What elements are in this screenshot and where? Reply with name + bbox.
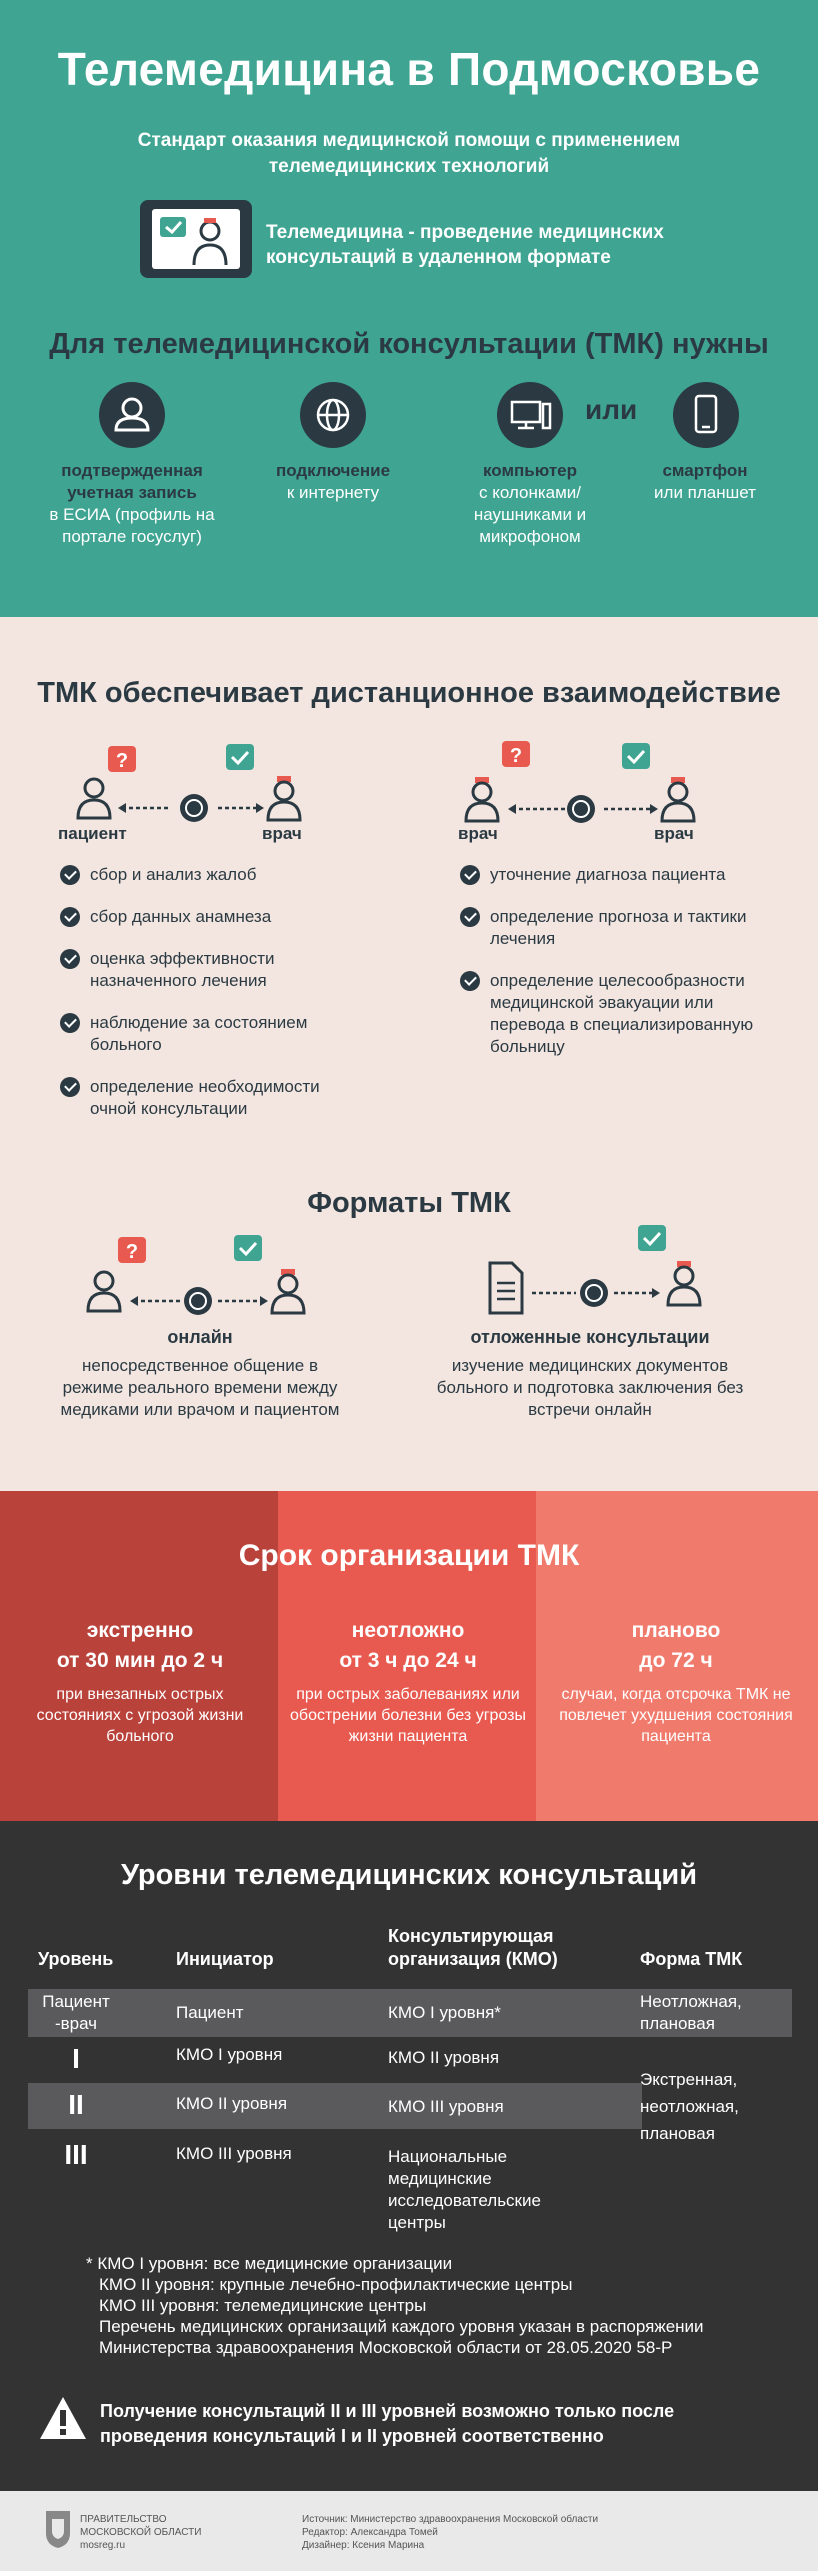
level-cell: II: [68, 2089, 84, 2120]
check-icon: [460, 865, 480, 885]
computer-icon: [497, 382, 563, 448]
svg-text:?: ?: [115, 750, 129, 772]
list-item: сбор данных анамнеза: [60, 906, 360, 928]
levels-footnotes: [86, 2253, 786, 2358]
timing-semi-urgent: [288, 1616, 528, 1747]
requirement-internet-text: к интернету: [286, 483, 380, 502]
footnote: * КМО I уровня: все медицинские организации: [86, 2254, 453, 2273]
warning-icon: [38, 2395, 88, 2441]
credits: [302, 2513, 598, 2552]
requirement-computer-title: компьютер: [483, 461, 577, 480]
requirement-computer: [440, 460, 620, 548]
initiator-cell: КМО II уровня: [176, 2094, 288, 2113]
timing-title: Срок организации ТМК: [238, 1539, 580, 1572]
requirement-internet-title: подключение: [275, 461, 391, 480]
format-online-label: онлайн: [167, 1327, 233, 1347]
list-item: определение необходимости очной консультации: [60, 1076, 360, 1120]
credit-editor: Редактор: Александра Томей: [302, 2527, 438, 2538]
timing-semi-urgent-range: от 3 ч до 24 ч: [339, 1649, 477, 1672]
page-title: Телемедицина в Подмосковье: [57, 43, 761, 95]
kmo-cell: КМО II уровня: [388, 2048, 500, 2067]
check-icon: [60, 865, 80, 885]
col-header-form: Форма ТМК: [640, 1949, 743, 1969]
requirement-smartphone-title: смартфон: [662, 461, 748, 480]
initiator-cell: КМО I уровня: [176, 2045, 283, 2064]
format-online-desc: непосредственное общение в режиме реального времени между медиками или врачом и пациентом: [60, 1356, 340, 1419]
check-icon: [60, 949, 80, 969]
credit-designer: Дизайнер: Ксения Марина: [302, 2540, 425, 2551]
list-item: определение прогноза и тактики лечения: [460, 906, 780, 950]
level-cell: I: [72, 2043, 80, 2074]
or-label: или: [585, 394, 638, 425]
form-cell: Неотложная, плановая: [640, 1992, 742, 2033]
government-logo-text: [80, 2513, 201, 2552]
list-item: оценка эффективности назначенного лечения: [60, 948, 360, 992]
kmo-cell: КМО I уровня*: [388, 2003, 501, 2022]
kmo-cell: КМО III уровня: [388, 2097, 504, 2116]
role-doctor: врач: [262, 824, 302, 843]
timing-urgent-desc: при внезапных острых состояниях с угрозой жизни больного: [36, 1686, 244, 1745]
svg-text:?: ?: [509, 745, 523, 767]
check-icon: [60, 1013, 80, 1033]
table-row: [28, 2083, 642, 2129]
format-deferred-desc: изучение медицинских документов больного и подготовка заключения без встречи онлайн: [436, 1356, 744, 1419]
level-cell: III: [64, 2139, 88, 2170]
footnote: КМО III уровня: телемедицинские центры: [99, 2296, 427, 2315]
levels-section: [0, 1821, 818, 2491]
requirement-smartphone: [630, 460, 780, 504]
role-patient: пациент: [58, 824, 127, 843]
formats-title: Форматы ТМК: [307, 1187, 511, 1219]
globe-icon: [300, 382, 366, 448]
timing-planned: [556, 1616, 796, 1747]
gov-line: ПРАВИТЕЛЬСТВО: [80, 2514, 167, 2525]
levels-title: Уровни телемедицинских консультаций: [120, 1859, 698, 1891]
list-item: определение целесообразности медицинской эвакуации или перевода в специализированную больницу: [460, 970, 780, 1058]
smartphone-icon: [673, 382, 739, 448]
timing-urgent-range: от 30 мин до 2 ч: [56, 1649, 224, 1672]
online-format-diagram: [82, 1231, 312, 1326]
col-header-initiator: Инициатор: [176, 1949, 274, 1969]
list-item: наблюдение за состоянием больного: [60, 1012, 360, 1056]
user-icon: [99, 382, 165, 448]
requirement-smartphone-text: или планшет: [654, 483, 756, 502]
tablet-consultation-icon: [140, 200, 252, 278]
initiator-cell: Пациент: [176, 2003, 244, 2022]
warning-text: Получение консультаций II и III уровней возможно только после проведения консультаций I и II уровней соответственно: [100, 2401, 675, 2446]
col-header-kmo: Консультирующая организация (КМО): [388, 1926, 558, 1969]
check-icon: [60, 907, 80, 927]
credit-source: Источник: Министерство здравоохранения Московской области: [302, 2514, 599, 2525]
role-doctor-right: врач: [654, 824, 694, 843]
timing-planned-range: до 72 ч: [639, 1649, 713, 1672]
requirements-title: Для телемедицинской консультации (ТМК) нужны: [49, 328, 769, 360]
doctor-doctor-list: [460, 864, 780, 1078]
timing-section: [0, 1491, 818, 1821]
coat-of-arms-icon: [44, 2507, 72, 2549]
patient-doctor-list: [60, 864, 360, 1140]
timing-urgent: [20, 1616, 260, 1747]
col-header-level: Уровень: [38, 1949, 114, 1969]
timing-urgent-label: экстренно: [86, 1619, 194, 1642]
deferred-format-diagram: [482, 1221, 712, 1321]
gov-site: mosreg.ru: [80, 2540, 126, 2551]
footnote: Перечень медицинских организаций каждого уровня указан в распоряжении Министерства здравоохранения Московской области от 28.05.2020 58-Р: [99, 2317, 704, 2357]
timing-planned-label: планово: [631, 1619, 721, 1642]
requirement-account: [30, 460, 234, 548]
format-deferred-label: отложенные консультации: [470, 1327, 710, 1347]
doctor-doctor-diagram: [456, 739, 706, 834]
telemedicine-definition: Телемедицина - проведение медицинских консультаций в удаленном формате: [266, 222, 664, 268]
footer: [0, 2491, 818, 2571]
timing-planned-desc: случаи, когда отсрочка ТМК не повлечет ухудшения состояния пациента: [559, 1686, 793, 1745]
gov-line: МОСКОВСКОЙ ОБЛАСТИ: [80, 2527, 202, 2538]
page-subtitle: Стандарт оказания медицинской помощи с применением телемедицинских технологий: [137, 130, 681, 177]
timing-semi-urgent-desc: при острых заболеваниях или обострении болезни без угрозы жизни пациента: [290, 1686, 526, 1745]
initiator-cell: КМО III уровня: [176, 2144, 292, 2163]
check-icon: [460, 907, 480, 927]
form-cell-merged: Экстренная, неотложная, плановая: [640, 2070, 739, 2143]
patient-doctor-diagram: [70, 744, 310, 834]
intro-section: [0, 0, 818, 617]
list-item: сбор и анализ жалоб: [60, 864, 360, 886]
tmk-section: [0, 617, 818, 1491]
svg-text:?: ?: [125, 1241, 139, 1263]
level-cell: Пациент -врач: [42, 1992, 110, 2033]
check-icon: [60, 1077, 80, 1097]
kmo-cell: Национальные медицинские исследовательские центры: [388, 2147, 541, 2232]
timing-semi-urgent-label: неотложно: [351, 1619, 465, 1642]
footnote: КМО II уровня: крупные лечебно-профилактические центры: [99, 2275, 573, 2294]
requirement-internet: [248, 460, 418, 504]
check-icon: [460, 971, 480, 991]
requirement-account-title: подтвержденная учетная запись: [61, 461, 203, 502]
role-doctor-left: врач: [458, 824, 498, 843]
list-item: уточнение диагноза пациента: [460, 864, 780, 886]
requirement-account-text: в ЕСИА (профиль на портале госуслуг): [49, 505, 215, 546]
requirement-computer-text: с колонками/ наушниками и микрофоном: [473, 483, 587, 546]
tmk-title: ТМК обеспечивает дистанционное взаимодействие: [37, 677, 781, 709]
